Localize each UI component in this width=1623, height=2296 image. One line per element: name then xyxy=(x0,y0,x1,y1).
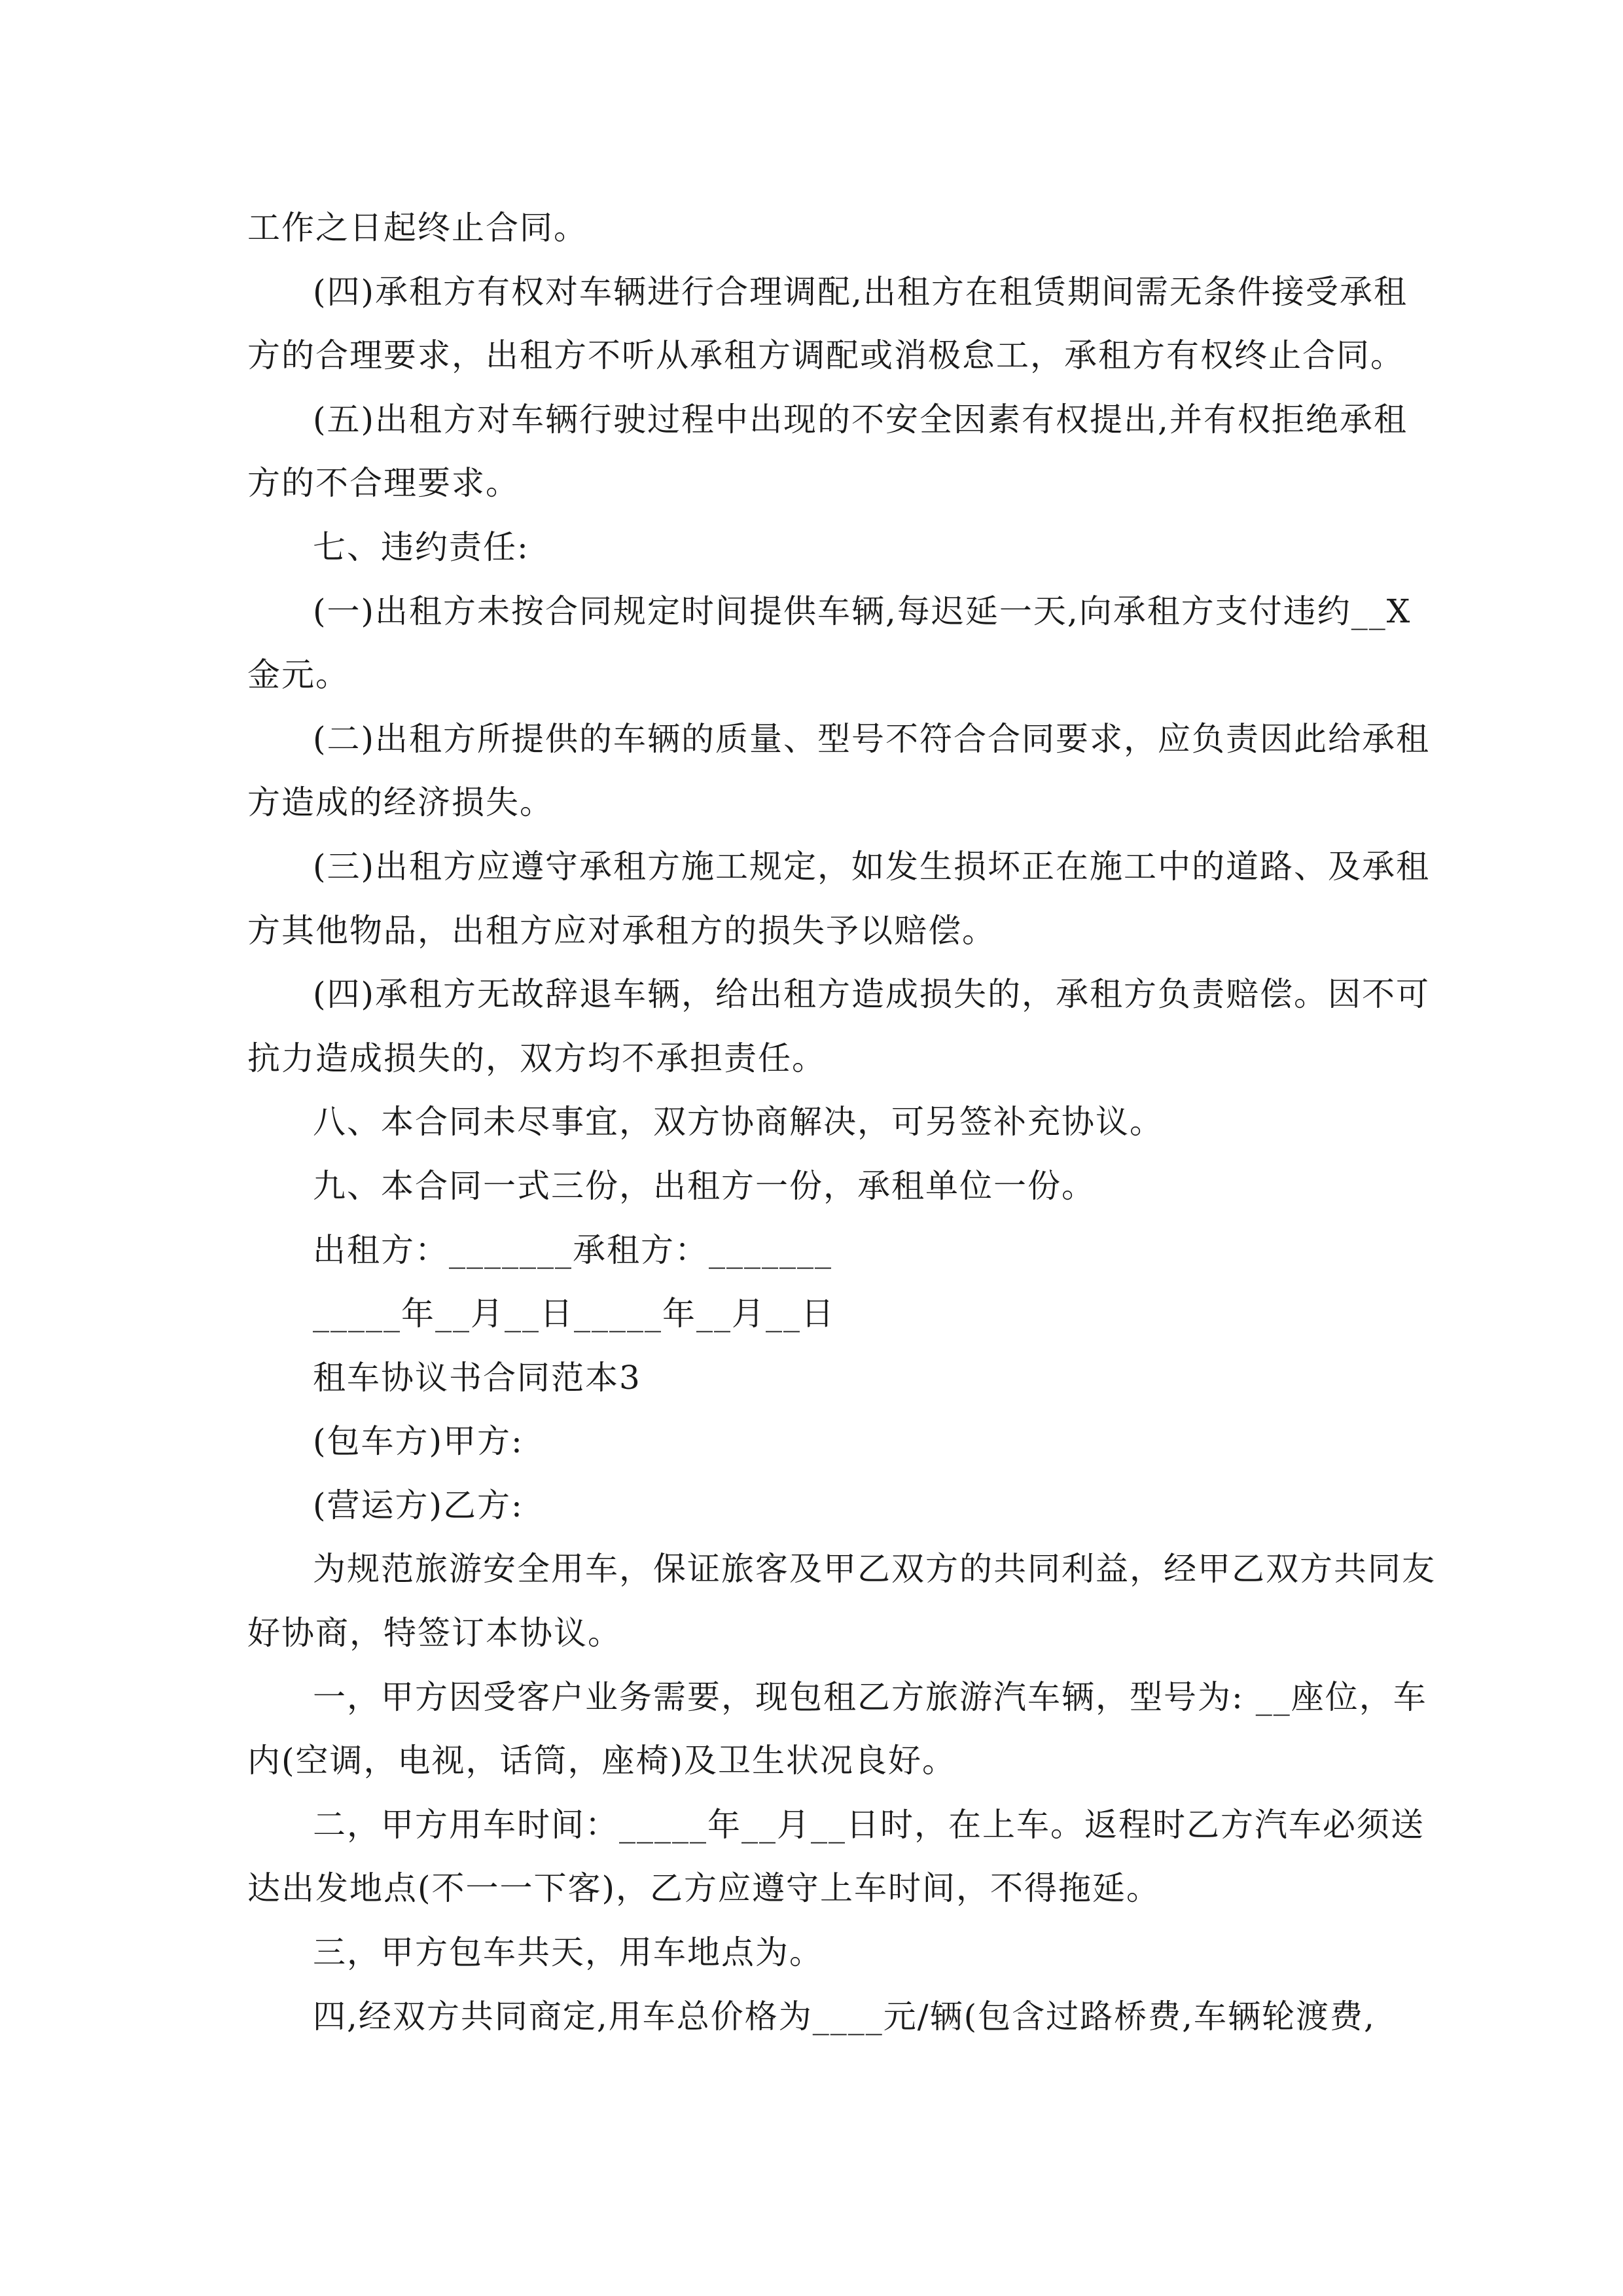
text-line: 达出发地点(不一一下客)，乙方应遵守上车时间，不得拖延。 xyxy=(247,1869,1161,1908)
text-line: (四)承租方无故辞退车辆，给出租方造成损失的，承租方负责赔偿。因不可 xyxy=(313,975,1431,1014)
text-line: 金元。 xyxy=(247,656,349,694)
date-line: _____年__月__日_____年__月__日 xyxy=(313,1295,835,1333)
section-heading: 九、本合同一式三份，出租方一份，承租单位一份。 xyxy=(313,1166,1096,1205)
section-heading: 七、违约责任: xyxy=(313,528,529,566)
document-title: 租车协议书合同范本3 xyxy=(313,1358,641,1397)
text-line: 二，甲方用车时间：_____年__月__日时，在上车。返程时乙方汽车必须送 xyxy=(313,1805,1425,1844)
section-heading: 八、本合同未尽事宜，双方协商解决，可另签补充协议。 xyxy=(313,1103,1164,1141)
text-line: (一)出租方未按合同规定时间提供车辆,每迟延一天,向承租方支付违约__X xyxy=(313,592,1412,630)
text-line: 内(空调，电视，话筒，座椅)及卫生状况良好。 xyxy=(247,1742,957,1780)
text-line: 好协商，特签订本协议。 xyxy=(247,1614,622,1653)
text-line: 方的合理要求，出租方不听从承租方调配或消极怠工，承租方有权终止合同。 xyxy=(247,336,1404,375)
text-line: 四,经双方共同商定,用车总价格为____元/辆(包含过路桥费,车辆轮渡费, xyxy=(313,1997,1376,2036)
text-line: (四)承租方有权对车辆进行合理调配,出租方在租赁期间需无条件接受承租 xyxy=(313,272,1408,311)
document-page xyxy=(247,196,1436,2049)
party-a-line: (包车方)甲方: xyxy=(313,1422,524,1461)
text-line: 为规范旅游安全用车，保证旅客及甲乙双方的共同利益，经甲乙双方共同友 xyxy=(313,1550,1436,1588)
text-line: (三)出租方应遵守承租方施工规定，如发生损坏正在施工中的道路、及承租 xyxy=(313,847,1431,886)
party-b-line: (营运方)乙方: xyxy=(313,1486,524,1524)
text-line: 方造成的经济损失。 xyxy=(247,783,554,822)
text-line: 工作之日起终止合同。 xyxy=(247,209,588,247)
text-line: 三，甲方包车共天，用车地点为。 xyxy=(313,1933,823,1972)
text-line: 抗力造成损失的，双方均不承担责任。 xyxy=(247,1039,826,1077)
signature-line: 出租方：_______承租方：_______ xyxy=(313,1230,832,1269)
text-line: 一，甲方因受客户业务需要，现包租乙方旅游汽车辆，型号为: __座位，车 xyxy=(313,1677,1427,1716)
text-line: 方的不合理要求。 xyxy=(247,464,520,503)
text-line: 方其他物品，出租方应对承租方的损失予以赔偿。 xyxy=(247,911,996,950)
text-line: (二)出租方所提供的车辆的质量、型号不符合合同要求，应负责因此给承租 xyxy=(313,719,1431,758)
text-line: (五)出租方对车辆行驶过程中出现的不安全因素有权提出,并有权拒绝承租 xyxy=(313,400,1408,439)
